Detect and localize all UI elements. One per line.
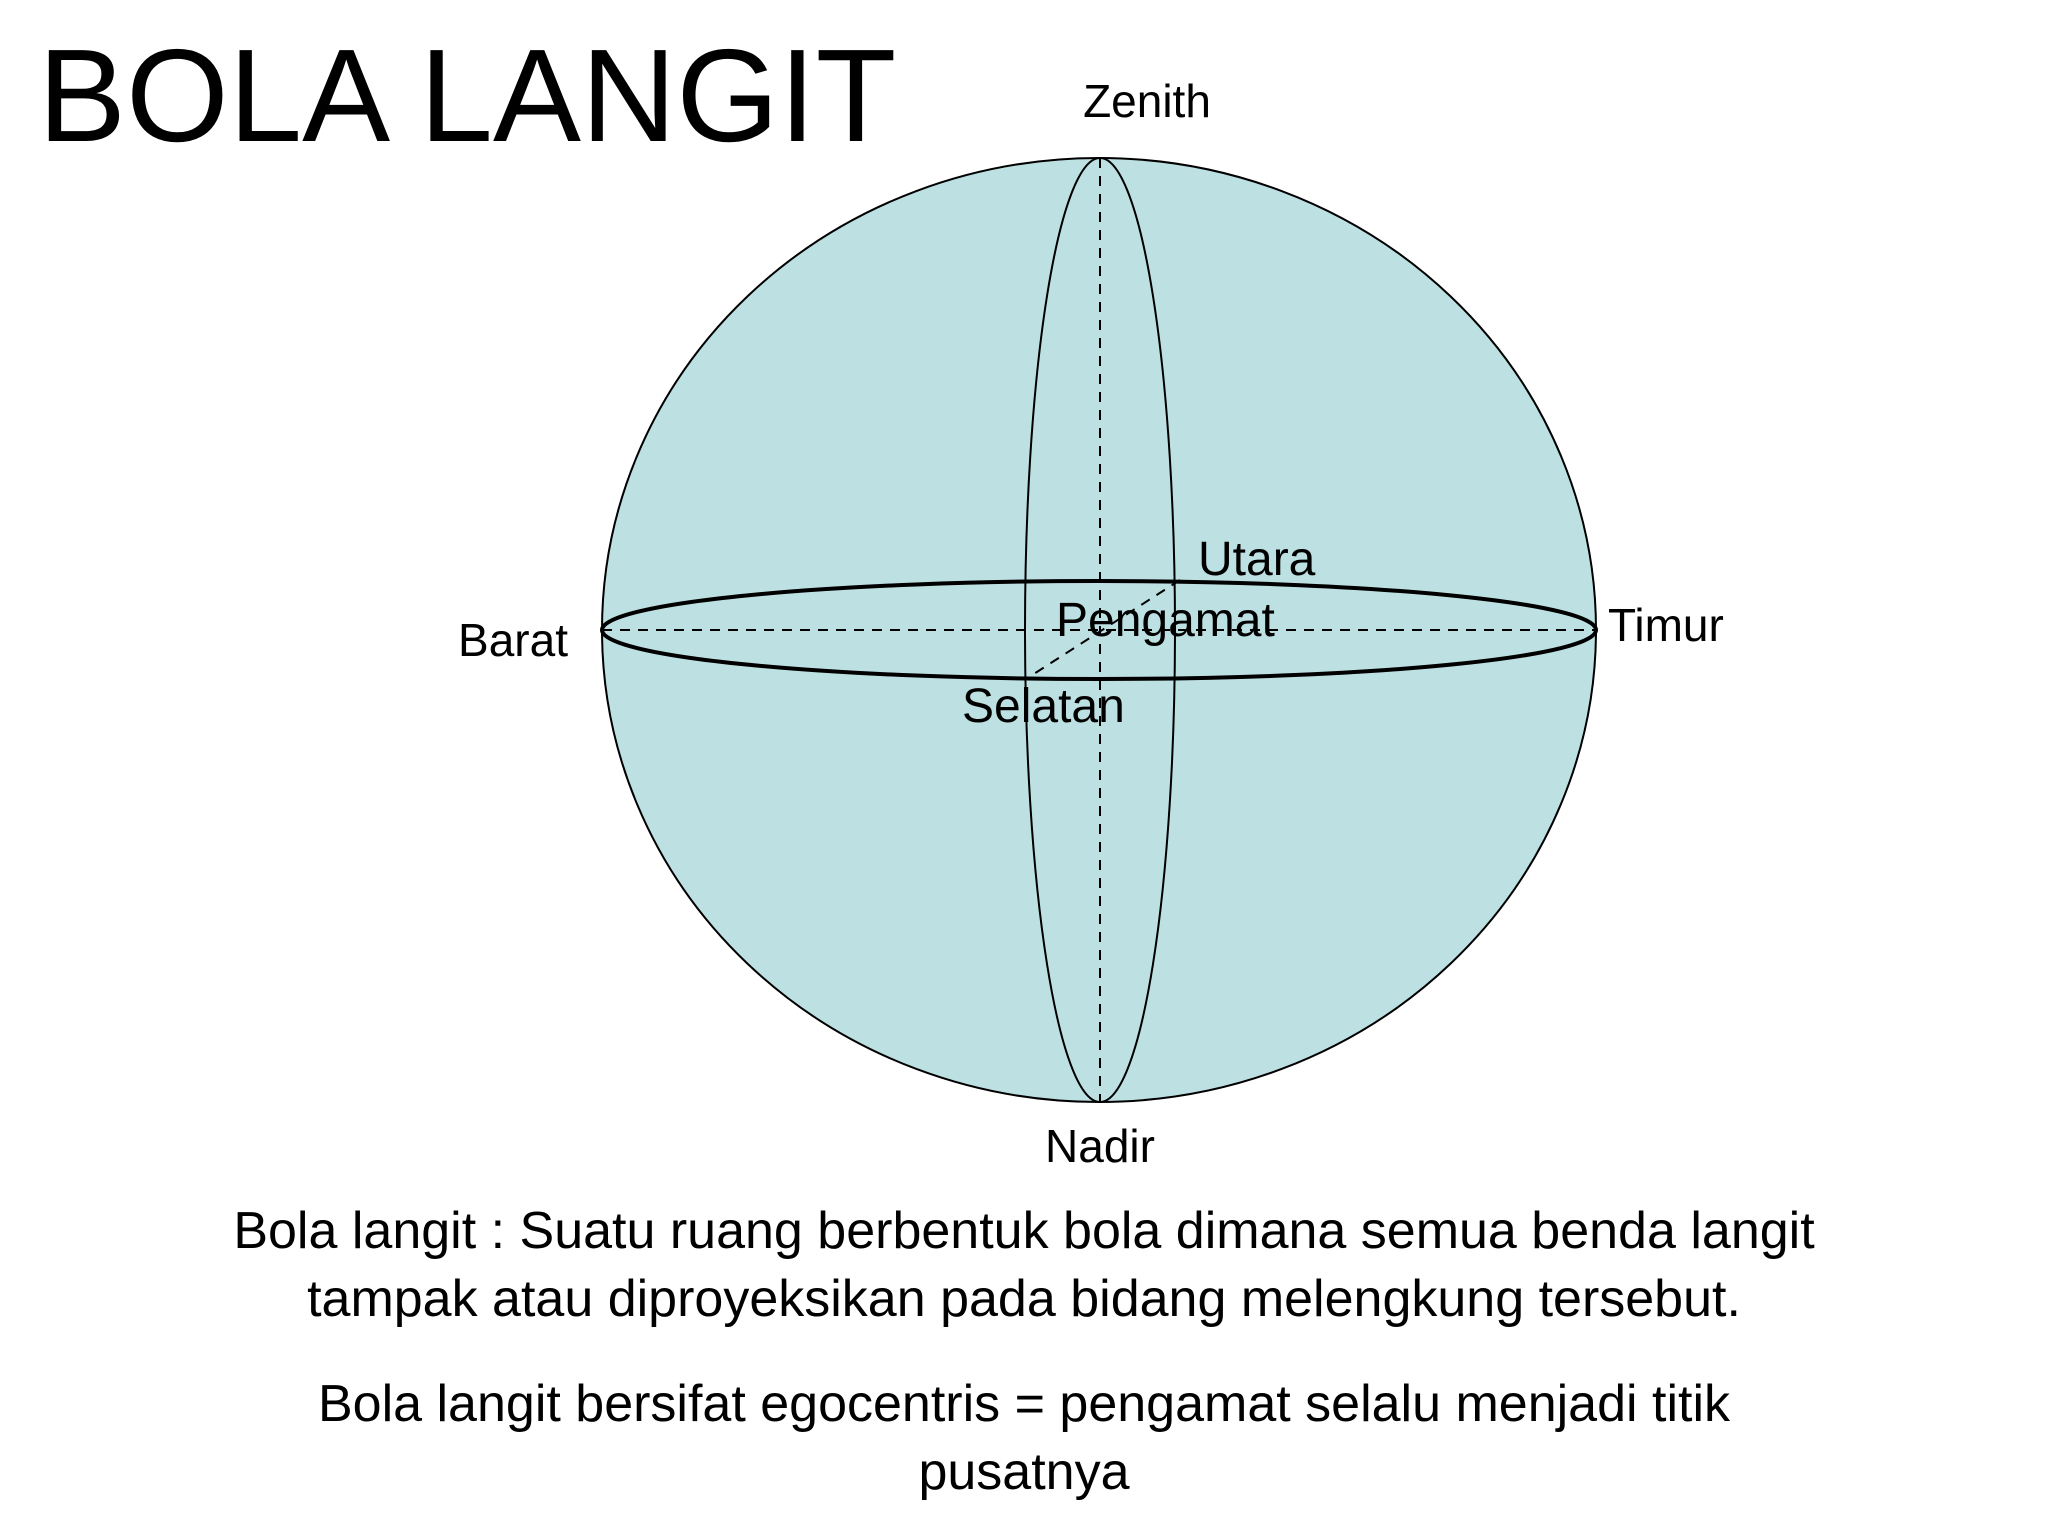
definition-line-2: tampak atau diproyeksikan pada bidang melengkung tersebut. [307, 1270, 1741, 1328]
label-south: Selatan [962, 680, 1125, 733]
label-east: Timur [1608, 599, 1724, 651]
egocentric-line-1: Bola langit bersifat egocentris = pengamat selalu menjadi titik [317, 1375, 1731, 1433]
definition-caption [0, 1197, 2048, 1333]
definition-line-1: Bola langit : Suatu ruang berbentuk bola dimana semua benda langit [233, 1202, 1815, 1260]
label-observer: Pengamat [1056, 594, 1275, 647]
egocentric-line-2: pusatnya [918, 1443, 1130, 1501]
label-zenith: Zenith [1083, 75, 1211, 127]
egocentric-caption [0, 1370, 2048, 1506]
slide-title: BOLA LANGIT [38, 22, 897, 169]
label-north: Utara [1198, 533, 1316, 586]
label-west: Barat [458, 614, 568, 666]
label-nadir: Nadir [1045, 1120, 1155, 1172]
